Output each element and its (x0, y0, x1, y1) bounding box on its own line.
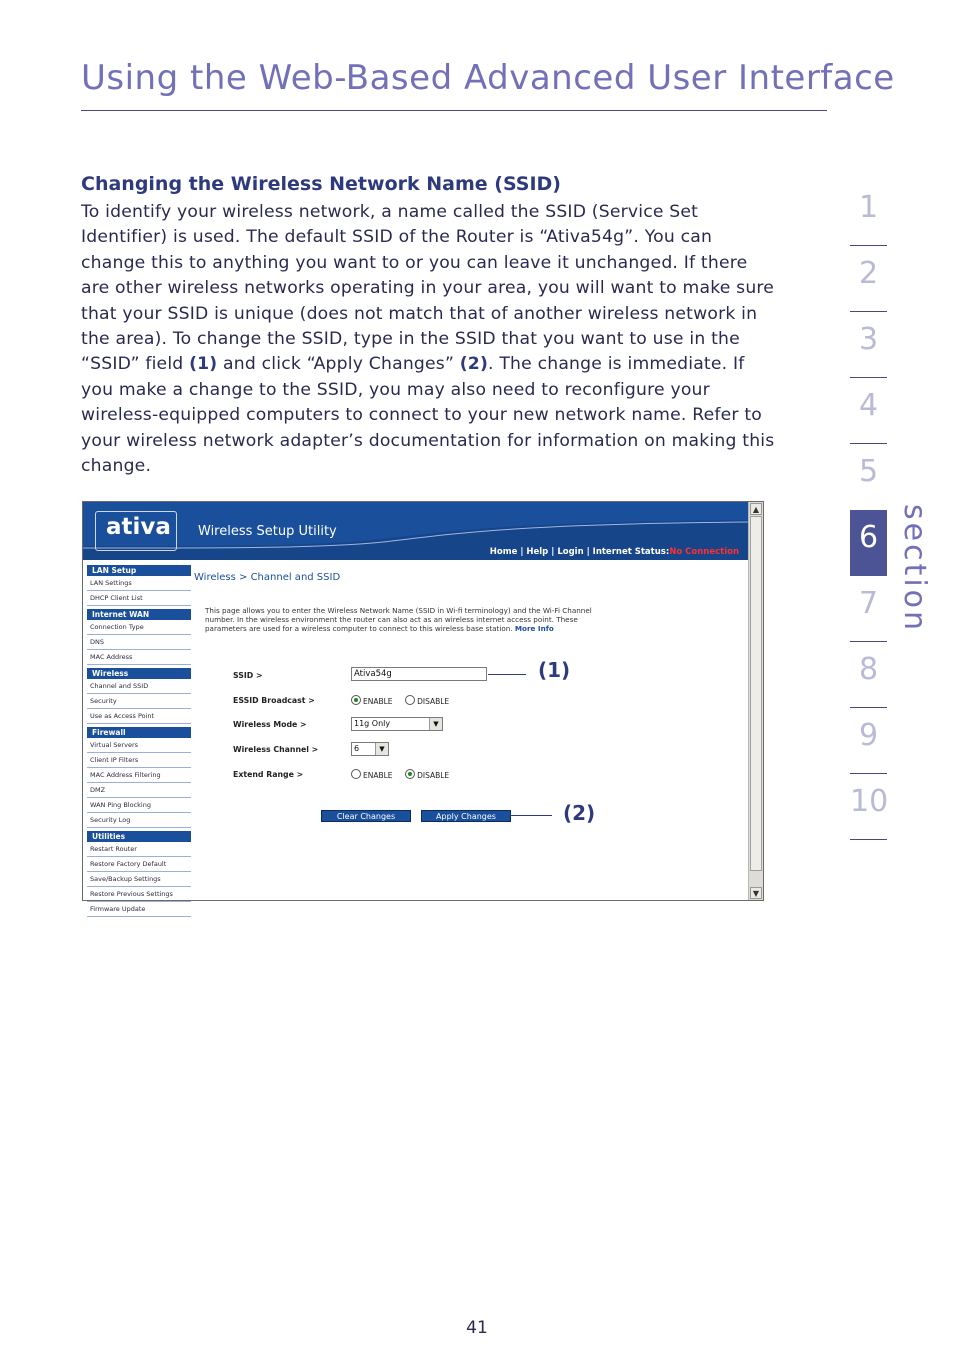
help-link[interactable]: Help (526, 547, 549, 557)
sidebar-item-client-ip-filters[interactable]: Client IP Filters (87, 753, 191, 768)
clear-changes-button[interactable]: Clear Changes (321, 810, 411, 822)
body-text-part3: . The change is immediate. If you make a change to the SSID, you may also need to reconfigure your wireless-equipped computers to connect to your new network name. Refer to your wireless network adapter’s documentation for information on making this change. (81, 354, 775, 477)
sidebar-item-firmware-update[interactable]: Firmware Update (87, 902, 191, 917)
extend-enable-radio[interactable] (351, 769, 361, 779)
sidebar-item-virtual-servers[interactable]: Virtual Servers (87, 738, 191, 753)
sidebar-item-dmz[interactable]: DMZ (87, 783, 191, 798)
sidebar-item-dhcp-client-list[interactable]: DHCP Client List (87, 591, 191, 606)
sidebar-item-restore-factory[interactable]: Restore Factory Default (87, 857, 191, 872)
section-5[interactable] (850, 444, 887, 510)
sidebar-item-mac-address[interactable]: MAC Address (87, 650, 191, 665)
sidebar-item-channel-ssid[interactable]: Channel and SSID (87, 679, 191, 694)
extend-options (351, 769, 459, 780)
section-6-active[interactable] (850, 510, 887, 576)
section-7[interactable] (850, 576, 887, 642)
section-label (892, 500, 936, 634)
callout-2: (2) (563, 801, 596, 825)
essid-options (351, 695, 459, 706)
section-heading: Changing the Wireless Network Name (SSID) (81, 173, 561, 195)
sidebar-item-mac-filtering[interactable]: MAC Address Filtering (87, 768, 191, 783)
wireless-mode-label: Wireless Mode > (233, 720, 307, 729)
essid-enable-label: ENABLE (363, 697, 393, 706)
body-text-part1: To identify your wireless network, a name called the SSID (Service Set Identifier) is used. The default SSID of the Router is “Ativa54g”. You can change this to anything you want to or you can leave it unchanged. If there are other wireless networks operating in your area, you will want to make sure that your SSID is unique (does not match that of another wireless network in the area). To change the SSID, type in the SSID that you want to use in the “SSID” field (81, 202, 775, 375)
extend-enable-label: ENABLE (363, 771, 393, 780)
wireless-channel-select[interactable] (351, 742, 389, 756)
essid-disable-label: DISABLE (417, 697, 450, 706)
section-3-number: 3 (858, 322, 879, 357)
essid-enable-radio[interactable] (351, 695, 361, 705)
body-paragraph (81, 200, 781, 479)
internet-status-label: Internet Status: (592, 547, 670, 557)
section-nav (850, 180, 887, 840)
scroll-thumb[interactable] (750, 516, 762, 871)
sidebar-head-firewall: Firewall (87, 727, 191, 738)
section-4-number: 4 (858, 388, 879, 423)
section-label-text: section (897, 504, 932, 634)
wireless-mode-select[interactable] (351, 717, 443, 731)
sidebar-item-lan-settings[interactable]: LAN Settings (87, 576, 191, 591)
sidebar-head-utilities: Utilities (87, 831, 191, 842)
page-title: Using the Web-Based Advanced User Interface (81, 58, 895, 98)
sidebar-item-connection-type[interactable]: Connection Type (87, 620, 191, 635)
sidebar-item-save-backup[interactable]: Save/Backup Settings (87, 872, 191, 887)
apply-changes-button[interactable]: Apply Changes (421, 810, 511, 822)
sidebar-item-restart-router[interactable]: Restart Router (87, 842, 191, 857)
login-link[interactable]: Login (557, 547, 584, 557)
ref-2: (2) (459, 354, 489, 375)
sidebar-item-security[interactable]: Security (87, 694, 191, 709)
body-text-part2: and click “Apply Changes” (223, 354, 455, 375)
section-6-number: 6 (858, 520, 879, 555)
router-header (83, 502, 749, 560)
ativa-logo (95, 511, 177, 551)
section-2-number: 2 (858, 256, 879, 291)
section-7-number: 7 (858, 586, 879, 621)
scroll-up-icon[interactable]: ▲ (750, 503, 762, 515)
callout-1-line (488, 674, 526, 675)
sidebar-item-restore-previous[interactable]: Restore Previous Settings (87, 887, 191, 902)
chevron-down-icon[interactable]: ▼ (375, 743, 388, 755)
router-ui-screenshot (82, 501, 764, 913)
ssid-input[interactable]: Ativa54g (351, 667, 487, 681)
app-title: Wireless Setup Utility (198, 524, 337, 539)
section-10[interactable] (850, 774, 887, 840)
ativa-logo-text: ativa (106, 514, 171, 540)
vertical-scrollbar[interactable] (748, 502, 763, 900)
ssid-label: SSID > (233, 671, 263, 680)
intro-body: This page allows you to enter the Wireless Network Name (SSID in Wi-fi terminology) and the Wi-Fi Channel number. In the wireless environment the router can also act as an wireless internet access point. These parameters are used for a wireless computer to connect to this wireless base station. (205, 606, 592, 633)
wireless-channel-label: Wireless Channel > (233, 745, 319, 754)
section-3[interactable] (850, 312, 887, 378)
sidebar-head-wireless: Wireless (87, 668, 191, 679)
chevron-down-icon[interactable]: ▼ (429, 718, 442, 730)
more-info-link[interactable]: More Info (514, 624, 554, 633)
sidebar-item-wan-ping-blocking[interactable]: WAN Ping Blocking (87, 798, 191, 813)
router-sidebar (87, 562, 191, 917)
sidebar-item-access-point[interactable]: Use as Access Point (87, 709, 191, 724)
section-1-number: 1 (858, 190, 879, 225)
section-1[interactable] (850, 180, 887, 246)
breadcrumb: Wireless > Channel and SSID (194, 572, 341, 583)
essid-label: ESSID Broadcast > (233, 696, 315, 705)
section-8-number: 8 (858, 652, 879, 687)
wireless-mode-value: 11g Only (354, 719, 391, 728)
section-2[interactable] (850, 246, 887, 312)
page-number: 41 (466, 1318, 488, 1338)
section-4[interactable] (850, 378, 887, 444)
ref-1: (1) (189, 354, 218, 375)
section-9-number: 9 (858, 718, 879, 753)
wireless-channel-value: 6 (354, 744, 360, 753)
internet-status-value: No Connection (669, 547, 739, 557)
extend-disable-radio[interactable] (405, 769, 415, 779)
section-9[interactable] (850, 708, 887, 774)
essid-disable-radio[interactable] (405, 695, 415, 705)
home-link[interactable]: Home (489, 547, 518, 557)
section-5-number: 5 (858, 454, 879, 489)
extend-disable-label: DISABLE (417, 771, 450, 780)
scroll-down-icon[interactable]: ▼ (750, 887, 762, 899)
top-links: Home | Help | Login | Internet Status:No Connection (489, 547, 739, 557)
sidebar-item-dns[interactable]: DNS (87, 635, 191, 650)
extend-range-label: Extend Range > (233, 770, 304, 779)
callout-2-line (510, 815, 552, 816)
sidebar-item-security-log[interactable]: Security Log (87, 813, 191, 828)
sidebar-head-wan: Internet WAN (87, 609, 191, 620)
sidebar-head-lan: LAN Setup (87, 565, 191, 576)
intro-text (205, 606, 605, 633)
callout-1: (1) (538, 658, 571, 682)
section-8[interactable] (850, 642, 887, 708)
title-rule (81, 110, 827, 111)
section-10-number: 10 (850, 784, 889, 819)
